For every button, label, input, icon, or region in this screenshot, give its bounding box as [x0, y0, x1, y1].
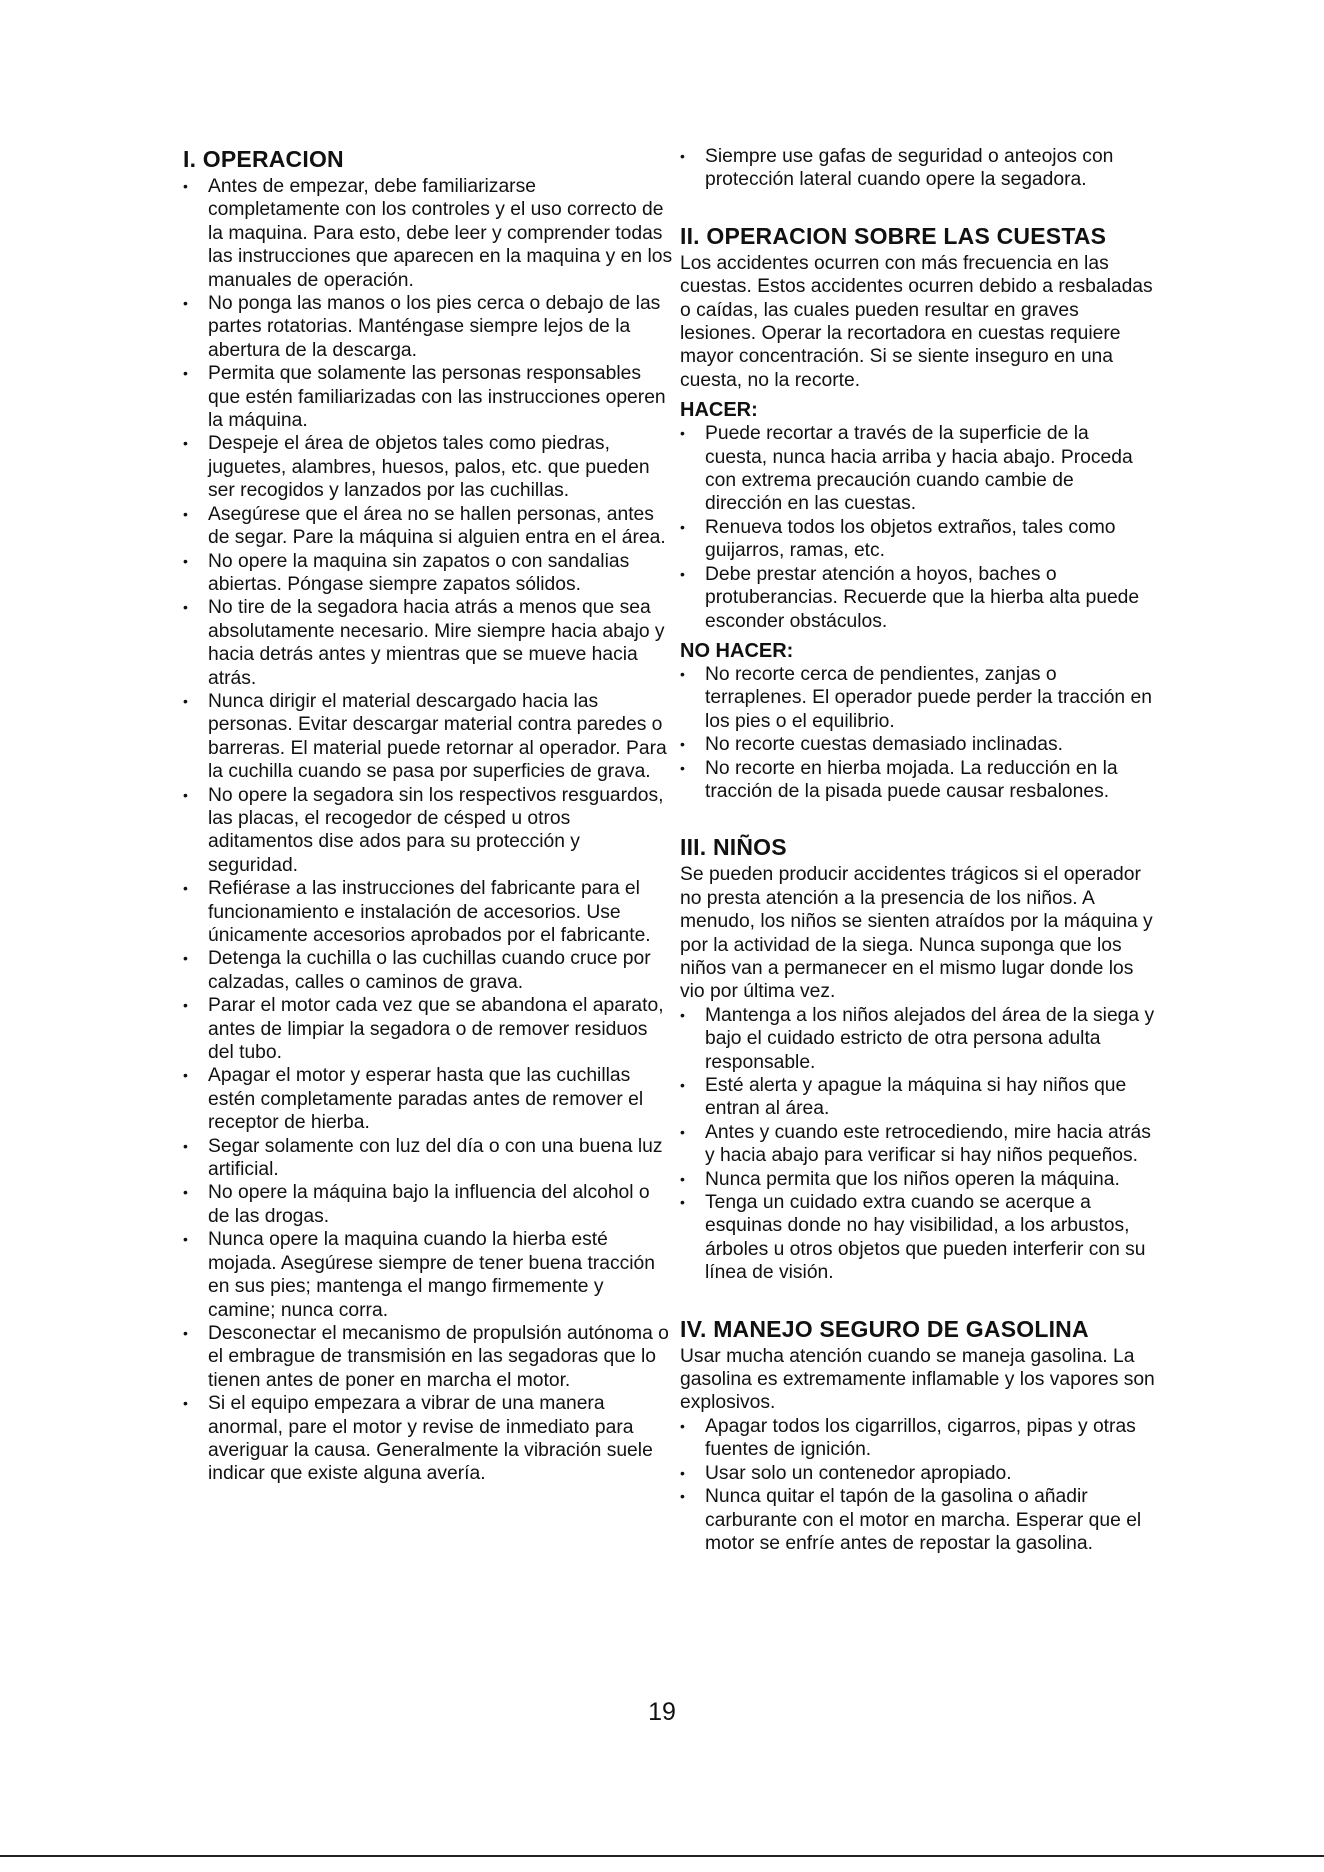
bullet-icon: • — [680, 148, 685, 164]
section-heading: III. NIÑOS — [680, 834, 787, 861]
list-item — [680, 757, 1155, 804]
list-item — [183, 1064, 673, 1134]
list-item — [680, 563, 1155, 633]
bullet-icon: • — [680, 1464, 685, 1481]
list-item — [183, 877, 673, 947]
list-item-text: Asegúrese que el área no se hallen personas, antes de segar. Pare la máquina si alguien entra en el área. — [208, 503, 666, 549]
list-item — [183, 175, 673, 292]
list-item-text: Desconectar el mecanismo de propulsión autónoma o el embrague de transmisión en las segadoras que lo tienen antes de poner en marcha el motor. — [208, 1322, 669, 1391]
left-column — [183, 145, 673, 1486]
bullet-icon: • — [680, 736, 685, 753]
bullet-icon: • — [183, 295, 188, 312]
list-item-text: No ponga las manos o los pies cerca o debajo de las partes rotatorias. Manténgase siempre lejos de la abertura de la descarga. — [208, 293, 661, 361]
subheading-hacer: HACER: — [680, 399, 758, 422]
bullet-icon: • — [680, 518, 685, 535]
bullet-icon: • — [183, 1184, 188, 1201]
bullet-list — [680, 1004, 1155, 1285]
list-item-text: No recorte cuestas demasiado inclinadas. — [705, 734, 1063, 756]
list-item — [183, 1228, 673, 1322]
bullet-icon: • — [680, 665, 685, 682]
section-heading: II. OPERACION SOBRE LAS CUESTAS — [680, 222, 1107, 249]
list-item — [183, 292, 673, 362]
list-item-text: Antes de empezar, debe familiarizarse completamente con los controles y el uso correcto de la maquina. Para esto, debe leer y comprender todas las instrucciones que aparecen en la maquina y en los manuales de operación. — [208, 176, 673, 291]
bottom-rule — [0, 1855, 1324, 1857]
list-item — [680, 1168, 1155, 1191]
list-item — [183, 550, 673, 597]
list-item — [680, 1415, 1155, 1462]
list-item-text: Usar solo un contenedor apropiado. — [705, 1462, 1012, 1484]
bullet-icon: • — [183, 950, 188, 967]
list-item-text: Renueva todos los objetos extraños, tales como guijarros, ramas, etc. — [705, 516, 1116, 562]
bullet-icon: • — [680, 1194, 685, 1211]
bullet-icon: • — [680, 1006, 685, 1023]
list-item-text: Siempre use gafas de seguridad o anteojos con protección lateral cuando opere la segadora. — [705, 146, 1114, 191]
subheading-no-hacer: NO HACER: — [680, 639, 794, 662]
list-item-text: Mantenga a los niños alejados del área de la siega y bajo el cuidado estricto de otra persona adulta responsable. — [705, 1004, 1155, 1073]
list-item-text: Puede recortar a través de la superficie de la cuesta, nunca hacia arriba y hacia abajo. Proceda con extrema precaución cuando cambie de dirección en las cuestas. — [705, 423, 1133, 515]
page-number: 19 — [648, 1698, 676, 1726]
section-gasolina — [680, 1315, 1155, 1556]
list-item-text: Permita que solamente las personas responsables que estén familiarizadas con las instrucciones operen la máquina. — [208, 363, 666, 432]
list-item-text: Parar el motor cada vez que se abandona el aparato, antes de limpiar la segadora o de remover residuos del tubo. — [208, 995, 664, 1064]
section-intro: Los accidentes ocurren con más frecuencia en las cuestas. Estos accidentes ocurren debido a resbaladas o caídas, las cuales pueden resultar en graves lesiones. Operar la recortadora en cuestas requiere mayor concentración. Si se siente inseguro en una cuesta, no la recorte. — [680, 252, 1153, 391]
list-item — [680, 733, 1155, 756]
list-item — [680, 516, 1155, 563]
bullet-icon: • — [183, 1395, 188, 1412]
list-item-text: Nunca dirigir el material descargado hacia las personas. Evitar descargar material contra paredes o barreras. El material puede retornar al operador. Para la cuchilla cuando se pasa por superficies de grava. — [208, 690, 667, 783]
list-item-text: Nunca opere la maquina cuando la hierba esté mojada. Asegúrese siempre de tener buena tracción en sus pies; mantenga el mango firmemente y camine; nunca corra. — [208, 1229, 655, 1321]
list-item — [183, 690, 673, 784]
list-item — [183, 432, 673, 502]
list-item-text: No opere la máquina bajo la influencia del alcohol o de las drogas. — [208, 1182, 650, 1227]
list-item — [183, 947, 673, 994]
bullet-icon: • — [183, 1324, 188, 1341]
list-item — [680, 1191, 1155, 1285]
list-item-text: Nunca quitar el tapón de la gasolina o añadir carburante con el motor en marcha. Esperar que el motor se enfríe antes de repostar la gasolina. — [705, 1486, 1142, 1554]
list-item — [183, 596, 673, 690]
list-item — [680, 145, 1155, 192]
bullet-icon: • — [183, 692, 188, 709]
bullet-icon: • — [183, 552, 188, 569]
bullet-icon: • — [680, 425, 685, 442]
list-item — [680, 1462, 1155, 1485]
list-item-text: Detenga la cuchilla o las cuchillas cuando cruce por calzadas, calles o caminos de grava. — [208, 948, 651, 993]
section-heading: I. OPERACION — [183, 146, 344, 172]
bullet-icon: • — [680, 759, 685, 776]
list-item-text: No recorte cerca de pendientes, zanjas o terraplenes. El operador puede perder la tracción en los pies o el equilibrio. — [705, 663, 1152, 732]
list-item-text: No tire de la segadora hacia atrás a menos que sea absolutamente necesario. Mire siempre hacia abajo y hacia detrás antes y mientras que se mueve hacia atrás. — [208, 597, 665, 689]
bullet-list — [680, 1415, 1155, 1555]
section-cuestas — [680, 222, 1155, 804]
list-item-text: Si el equipo empezara a vibrar de una manera anormal, pare el motor y revise de inmediato para averiguar la causa. Generalmente la vibración suele indicar que existe alguna avería. — [208, 1393, 653, 1485]
bullet-list — [680, 422, 1155, 633]
bullet-icon: • — [183, 505, 188, 522]
section-ninos — [680, 833, 1155, 1284]
list-item-text: Antes y cuando este retrocediendo, mire hacia atrás y hacia abajo para verificar si hay niños pequeños. — [705, 1121, 1151, 1167]
bullet-icon: • — [183, 997, 188, 1014]
list-item — [183, 784, 673, 878]
bullet-icon: • — [183, 1231, 188, 1248]
list-item-text: Nunca permita que los niños operen la máquina. — [705, 1168, 1120, 1190]
list-item — [183, 362, 673, 432]
list-item — [183, 1322, 673, 1392]
list-item-text: Despeje el área de objetos tales como piedras, juguetes, alambres, huesos, palos, etc. que pueden ser recogidos y lanzados por las cuchillas. — [208, 433, 650, 502]
bullet-icon: • — [680, 1488, 685, 1505]
list-item — [680, 663, 1155, 733]
bullet-icon: • — [183, 1137, 188, 1154]
list-item — [183, 994, 673, 1064]
list-item — [183, 503, 673, 550]
bullet-icon: • — [183, 599, 188, 616]
bullet-list — [183, 175, 673, 1486]
bullet-icon: • — [680, 1123, 685, 1140]
list-item — [183, 1181, 673, 1228]
bullet-list — [680, 663, 1155, 803]
bullet-list — [680, 145, 1155, 192]
bullet-icon: • — [680, 1170, 685, 1187]
bullet-icon: • — [183, 880, 188, 897]
list-item-text: No recorte en hierba mojada. La reducción en la tracción de la pisada puede causar resbalones. — [705, 757, 1118, 802]
list-item-text: No opere la segadora sin los respectivos resguardos, las placas, el recogedor de césped u otros aditamentos dise ados para su protección y seguridad. — [208, 784, 664, 876]
section-heading: IV. MANEJO SEGURO DE GASOLINA — [680, 1315, 1089, 1342]
right-column — [680, 145, 1155, 1555]
bullet-icon: • — [680, 1417, 685, 1434]
bullet-icon: • — [183, 786, 188, 803]
section-intro: Usar mucha atención cuando se maneja gasolina. La gasolina es extremamente inflamable y los vapores son explosivos. — [680, 1345, 1155, 1414]
list-item — [183, 1135, 673, 1182]
bullet-icon: • — [680, 1077, 685, 1093]
section-operacion — [183, 145, 673, 1486]
list-item-text: Debe prestar atención a hoyos, baches o protuberancias. Recuerde que la hierba alta puede esconder obstáculos. — [705, 563, 1140, 632]
bullet-icon: • — [680, 565, 685, 582]
list-item-text: Esté alerta y apague la máquina si hay niños que entran al área. — [705, 1075, 1127, 1120]
list-item-text: No opere la maquina sin zapatos o con sandalias abiertas. Póngase siempre zapatos sólidos. — [208, 550, 630, 595]
list-item-text: Tenga un cuidado extra cuando se acerque a esquinas donde no hay visibilidad, a los arbustos, árboles u otros objetos que pueden interferir con su línea de visión. — [705, 1192, 1146, 1284]
list-item-text: Apagar todos los cigarrillos, cigarros, pipas y otras fuentes de ignición. — [705, 1415, 1136, 1461]
bullet-icon: • — [183, 178, 188, 194]
list-item — [680, 1121, 1155, 1168]
section-intro: Se pueden producir accidentes trágicos si el operador no presta atención a la presencia de los niños. A menudo, los niños se sienten atraídos por la máquina y por la actividad de la siega. Nunca suponga que los niños van a permanecer en el mismo lugar donde los vio por última vez. — [680, 864, 1153, 1003]
list-item-text: Refiérase a las instrucciones del fabricante para el funcionamiento e instalación de accesorios. Use únicamente accesorios aprobados por el fabricante. — [208, 878, 651, 946]
list-item — [680, 1004, 1155, 1074]
list-item-text: Segar solamente con luz del día o con una buena luz artificial. — [208, 1135, 663, 1181]
list-item-text: Apagar el motor y esperar hasta que las cuchillas estén completamente paradas antes de remover el receptor de hierba. — [208, 1065, 644, 1134]
list-item — [680, 1485, 1155, 1555]
bullet-icon: • — [183, 1067, 188, 1084]
list-item — [183, 1392, 673, 1486]
list-item — [680, 422, 1155, 516]
bullet-icon: • — [183, 365, 188, 382]
list-item — [680, 1074, 1155, 1121]
bullet-icon: • — [183, 435, 188, 452]
